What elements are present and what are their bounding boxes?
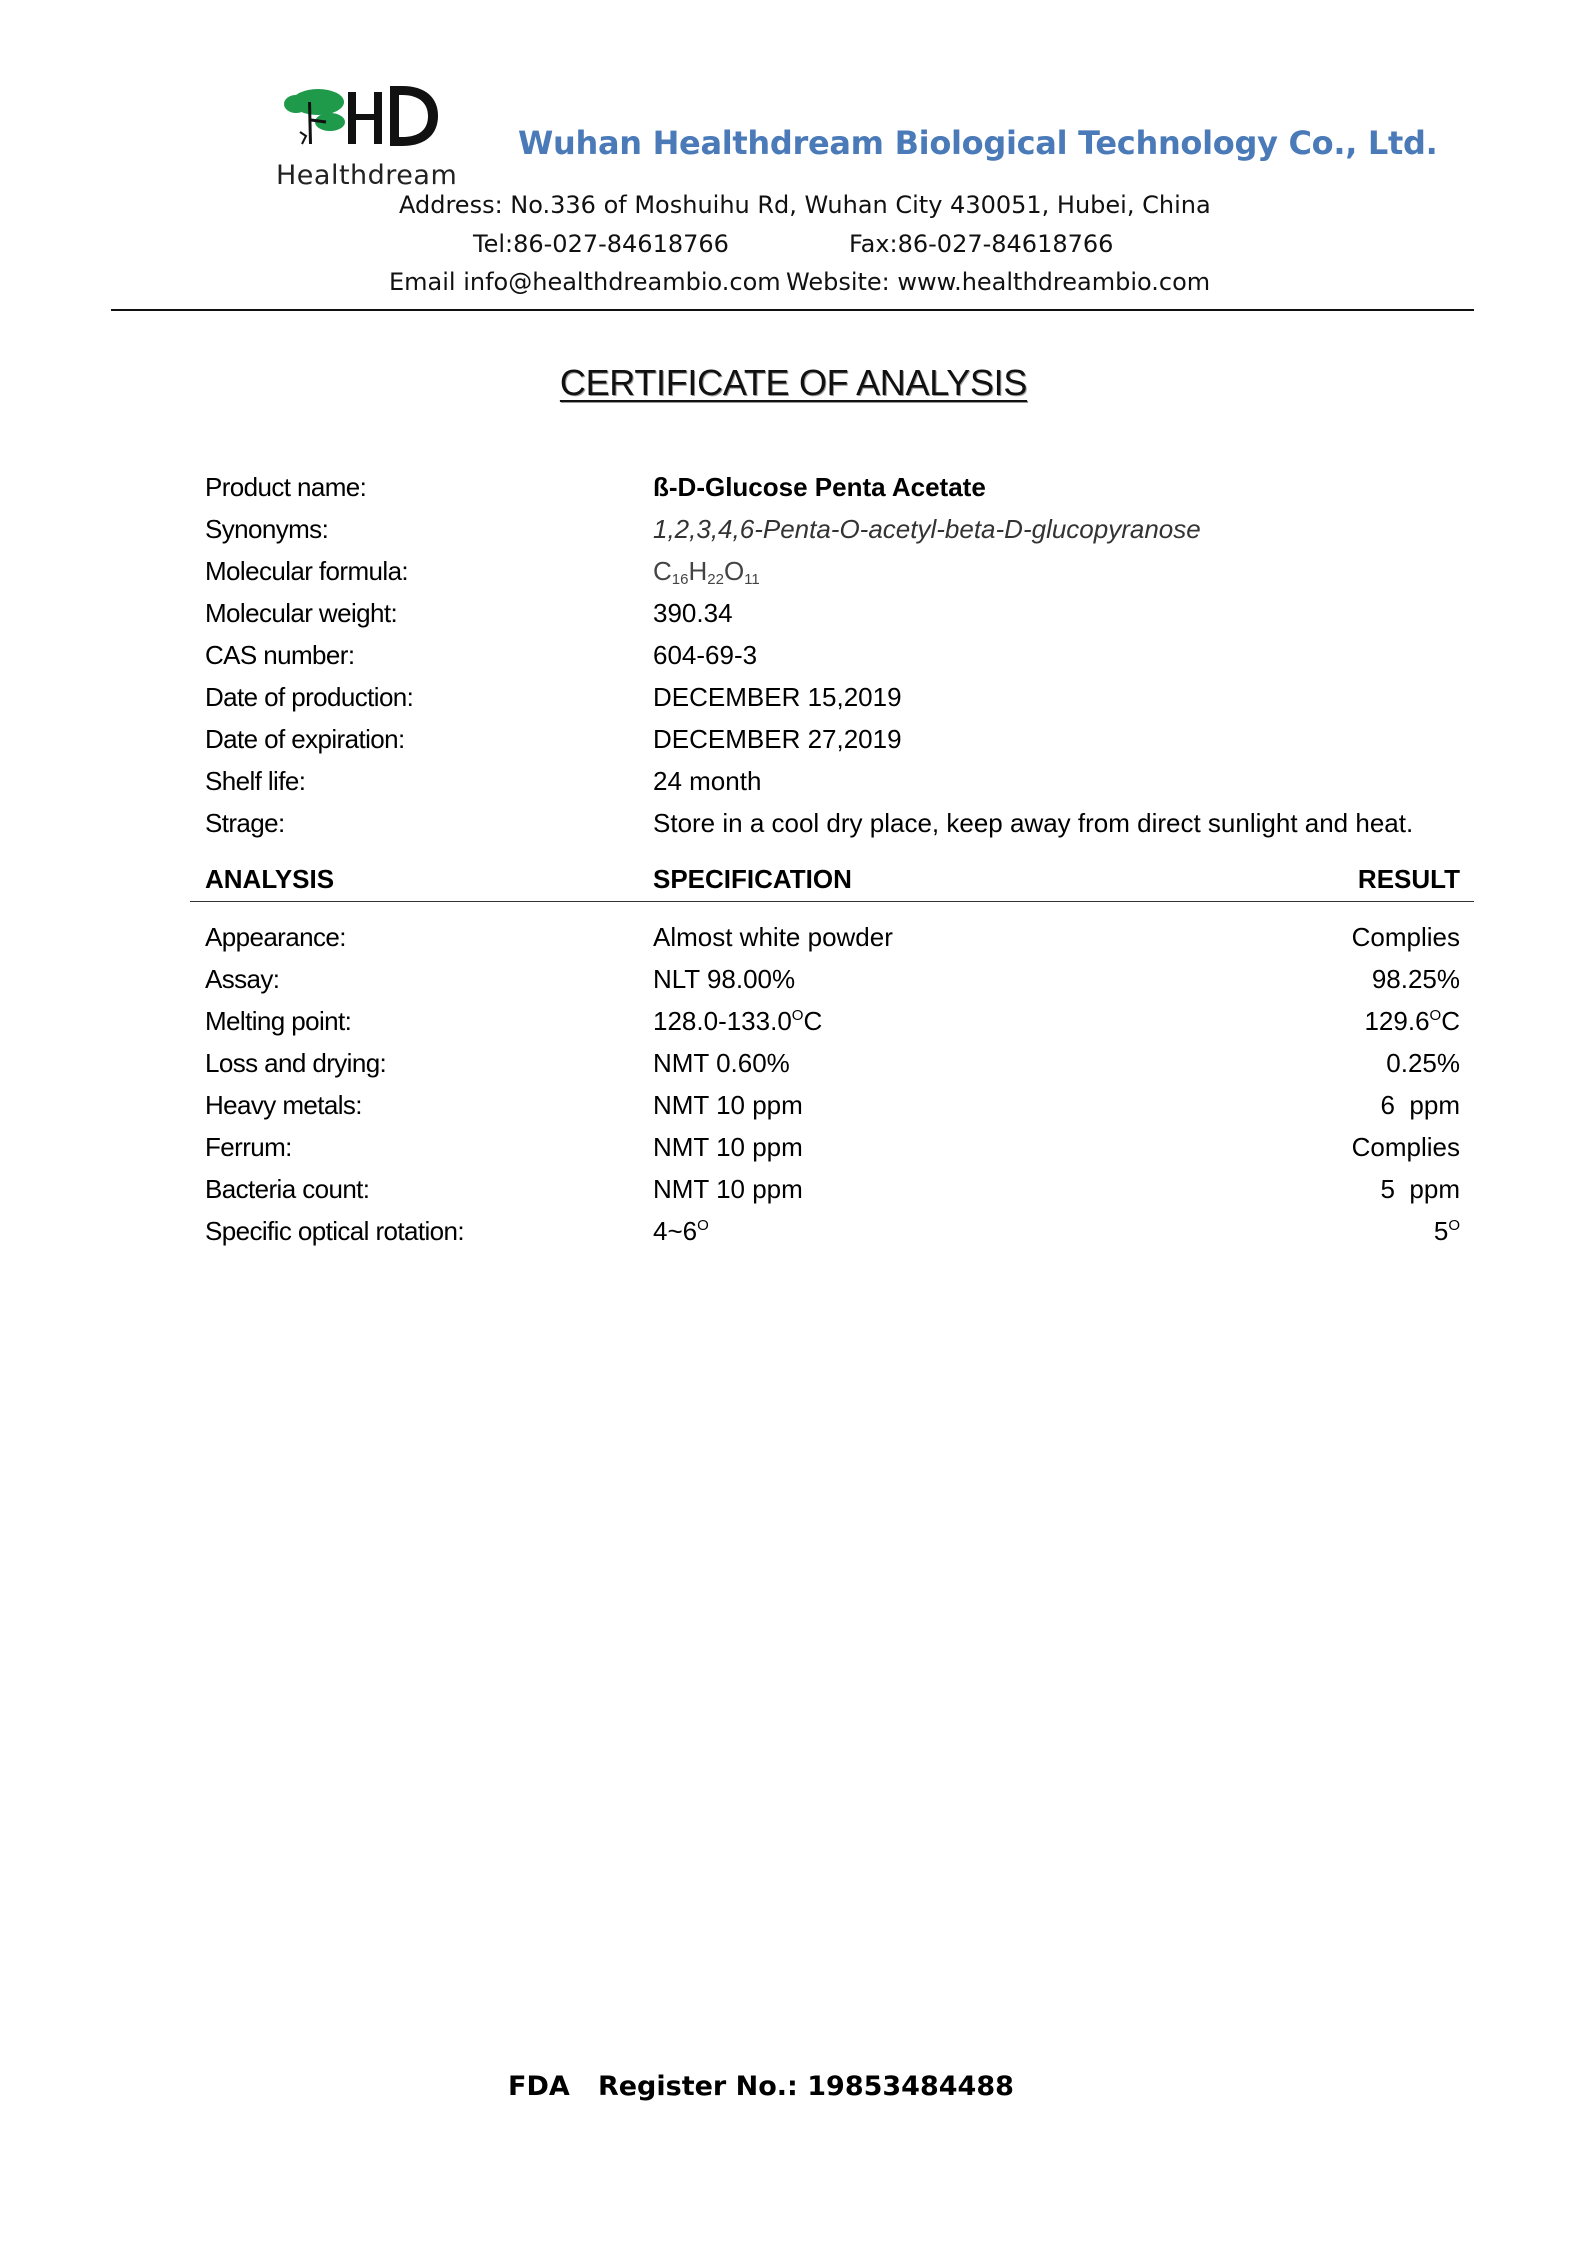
logo-wordmark: Healthdream	[276, 160, 458, 191]
header-divider	[111, 309, 1474, 311]
storage-label: Strage:	[205, 808, 285, 838]
analysis-result: 98.25%	[1371, 964, 1460, 994]
analysis-item: Bacteria count:	[205, 1174, 370, 1204]
product-name-row	[0, 472, 1587, 512]
company-address: Address: No.336 of Moshuihu Rd, Wuhan City 430051, Hubei, China	[399, 191, 1211, 219]
cas-label: CAS number:	[205, 640, 355, 670]
analysis-spec: $128.0-133.0^OC$	[653, 1006, 823, 1036]
table-row	[0, 1216, 1587, 1256]
table-row	[0, 1174, 1587, 1214]
analysis-result: 0.25%	[1386, 1048, 1460, 1078]
analysis-spec: NMT 10 ppm	[653, 1132, 803, 1162]
analysis-item: Specific optical rotation:	[205, 1216, 464, 1246]
cas-row	[0, 640, 1587, 680]
analysis-spec: NMT 10 ppm	[653, 1090, 803, 1120]
synonyms-row	[0, 514, 1587, 554]
company-logo	[272, 82, 462, 192]
analysis-item: Assay:	[205, 964, 280, 994]
table-row	[0, 1006, 1587, 1046]
cas-value: 604-69-3	[653, 640, 758, 670]
analysis-spec: Almost white powder	[653, 922, 893, 952]
formula-row	[0, 556, 1587, 596]
analysis-result: 6 ppm	[1380, 1090, 1460, 1120]
product-name-label: Product name:	[205, 472, 367, 502]
analysis-spec: NLT 98.00%	[653, 964, 796, 994]
storage-value: Store in a cool dry place, keep away from direct sunlight and heat.	[653, 808, 1414, 838]
analysis-spec: NMT 0.60%	[653, 1048, 790, 1078]
result-header: RESULT	[1357, 864, 1460, 894]
expiration-row	[0, 724, 1587, 764]
weight-row	[0, 598, 1587, 638]
shelf-life-row	[0, 766, 1587, 806]
analysis-result: Complies	[1351, 922, 1460, 952]
table-divider	[190, 901, 1474, 902]
tree-hd-logo-icon	[278, 82, 458, 162]
company-name: Wuhan Healthdream Biological Technology Co., Ltd.	[518, 124, 1438, 162]
analysis-item: Ferrum:	[205, 1132, 292, 1162]
weight-label: Molecular weight:	[205, 598, 398, 628]
analysis-item: Appearance:	[205, 922, 346, 952]
analysis-spec: $4\sim 6^O$	[653, 1216, 709, 1246]
company-fax: Fax:86-027-84618766	[849, 230, 1114, 258]
synonyms-label: Synonyms:	[205, 514, 329, 544]
company-tel: Tel:86-027-84618766	[473, 230, 729, 258]
analysis-result: $129.6^OC$	[1364, 1006, 1460, 1036]
company-email: Email info@healthdreambio.com	[389, 268, 781, 296]
synonyms-value: 1,2,3,4,6-Penta-O-acetyl-beta-D-glucopyranose	[653, 514, 1201, 544]
shelf-life-label: Shelf life:	[205, 766, 306, 796]
expiration-label: Date of expiration:	[205, 724, 405, 754]
analysis-header-row	[0, 864, 1587, 904]
company-website: Website: www.healthdreambio.com	[786, 268, 1211, 296]
analysis-result: Complies	[1351, 1132, 1460, 1162]
production-label: Date of production:	[205, 682, 414, 712]
analysis-result: $5^O$	[1433, 1216, 1460, 1246]
table-row	[0, 1132, 1587, 1172]
shelf-life-value: 24 month	[653, 766, 762, 796]
table-row	[0, 1090, 1587, 1130]
production-value: DECEMBER 15,2019	[653, 682, 902, 712]
specification-header: SPECIFICATION	[653, 864, 852, 894]
analysis-item: Heavy metals:	[205, 1090, 362, 1120]
table-row	[0, 1048, 1587, 1088]
expiration-value: DECEMBER 27,2019	[653, 724, 902, 754]
weight-value: 390.34	[653, 598, 733, 628]
document-title	[0, 362, 1587, 404]
analysis-result: 5 ppm	[1380, 1174, 1460, 1204]
analysis-header: ANALYSIS	[205, 864, 335, 894]
analysis-item: Melting point:	[205, 1006, 352, 1036]
storage-row	[0, 808, 1587, 848]
product-name-value: ß-D-Glucose Penta Acetate	[653, 472, 986, 502]
table-row	[0, 964, 1587, 1004]
fda-register-number: FDA Register No.: 19853484488	[508, 2071, 1014, 2102]
production-row	[0, 682, 1587, 722]
analysis-item: Loss and drying:	[205, 1048, 387, 1078]
table-row	[0, 922, 1587, 962]
formula-value: $C_{16}H_{22}O_{11}$	[653, 556, 760, 588]
analysis-spec: NMT 10 ppm	[653, 1174, 803, 1204]
formula-label: Molecular formula:	[205, 556, 409, 586]
document-title-text: CERTIFICATE OF ANALYSIS	[559, 362, 1028, 403]
